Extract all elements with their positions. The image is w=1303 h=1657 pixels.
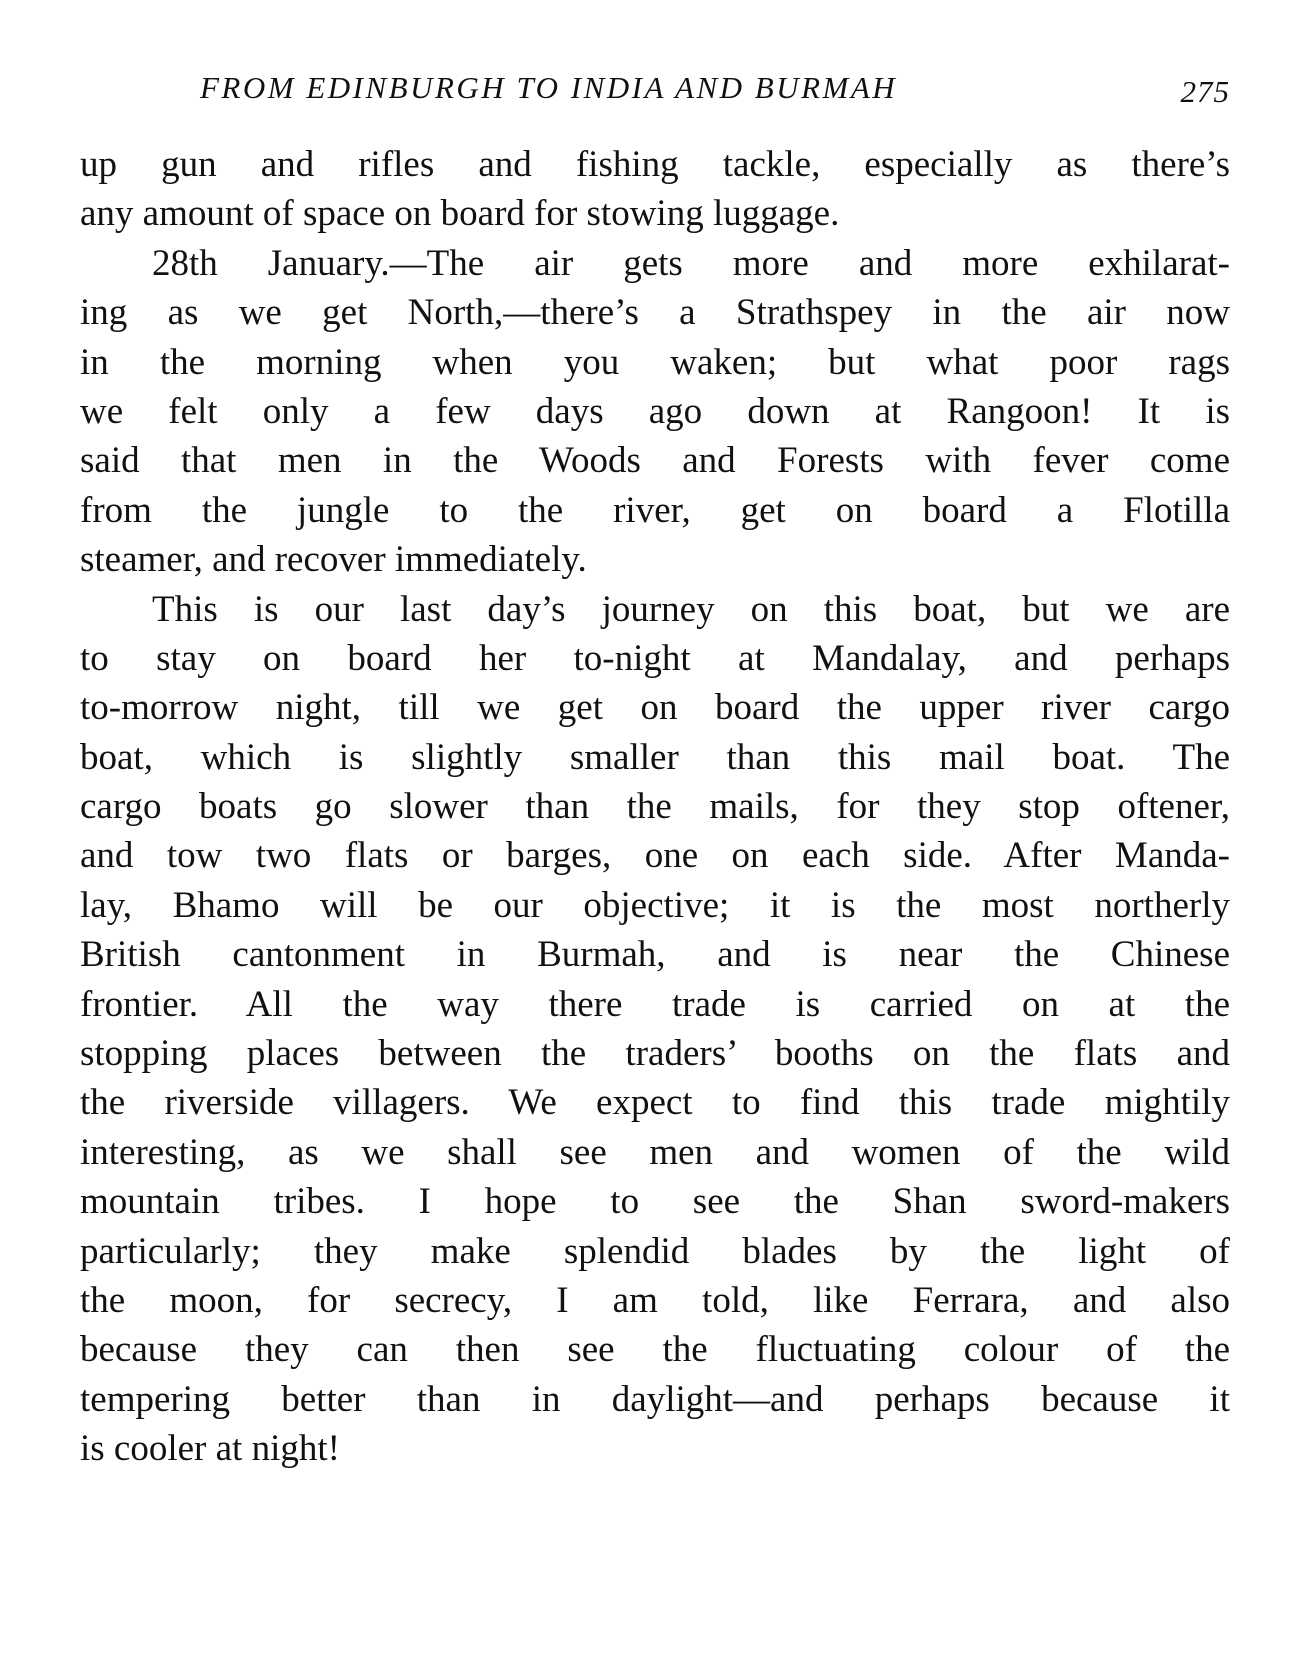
text-line: 28th January.—The air gets more and more exhilarat-	[152, 242, 1230, 284]
text-line: the riverside villagers. We expect to find this trade mightily	[80, 1082, 1230, 1124]
text-line: to stay on board her to-night at Mandalay, and perhaps	[80, 637, 1230, 679]
text-line: said that men in the Woods and Forests with fever come	[80, 440, 1230, 482]
page-number: 275	[1180, 74, 1230, 109]
text-line: in the morning when you waken; but what poor rags	[80, 341, 1230, 383]
text-line: up gun and rifles and fishing tackle, especially as there’s	[80, 144, 1230, 185]
text-line: tempering better than in daylight—and perhaps because it	[80, 1378, 1230, 1420]
text-line: cargo boats go slower than the mails, for they stop oftener,	[80, 786, 1230, 828]
text-line: stopping places between the traders’ booths on the flats and	[80, 1033, 1230, 1075]
text-line: is cooler at night!	[80, 1428, 340, 1470]
text-line: the moon, for secrecy, I am told, like Ferrara, and also	[80, 1279, 1230, 1321]
text-line: ing as we get North,—there’s a Strathspey in the air now	[80, 292, 1230, 334]
text-line: from the jungle to the river, get on board a Flotilla	[80, 489, 1230, 531]
text-line: mountain tribes. I hope to see the Shan sword-makers	[80, 1181, 1230, 1223]
text-line: because they can then see the fluctuating colour of the	[80, 1329, 1230, 1371]
text-line: and tow two flats or barges, one on each side. After Manda-	[80, 835, 1230, 877]
text-line: any amount of space on board for stowing luggage.	[80, 193, 840, 235]
text-line: British cantonment in Burmah, and is near the Chinese	[80, 934, 1230, 976]
text-line: interesting, as we shall see men and women of the wild	[80, 1131, 1230, 1173]
text-line: we felt only a few days ago down at Rangoon! It is	[80, 390, 1230, 432]
text-line: lay, Bhamo will be our objective; it is the most northerly	[80, 884, 1230, 926]
text-line: steamer, and recover immediately.	[80, 539, 587, 581]
text-line: frontier. All the way there trade is carried on at the	[80, 983, 1230, 1025]
running-header	[80, 70, 1230, 114]
text-line: to-morrow night, till we get on board the upper river cargo	[80, 687, 1230, 729]
text-line: This is our last day’s journey on this boat, but we are	[152, 588, 1230, 630]
body-text	[80, 140, 1230, 1474]
running-title: FROM EDINBURGH TO INDIA AND BURMAH	[200, 70, 898, 105]
text-line: particularly; they make splendid blades by the light of	[80, 1230, 1230, 1272]
text-line: boat, which is slightly smaller than this mail boat. The	[80, 736, 1230, 778]
